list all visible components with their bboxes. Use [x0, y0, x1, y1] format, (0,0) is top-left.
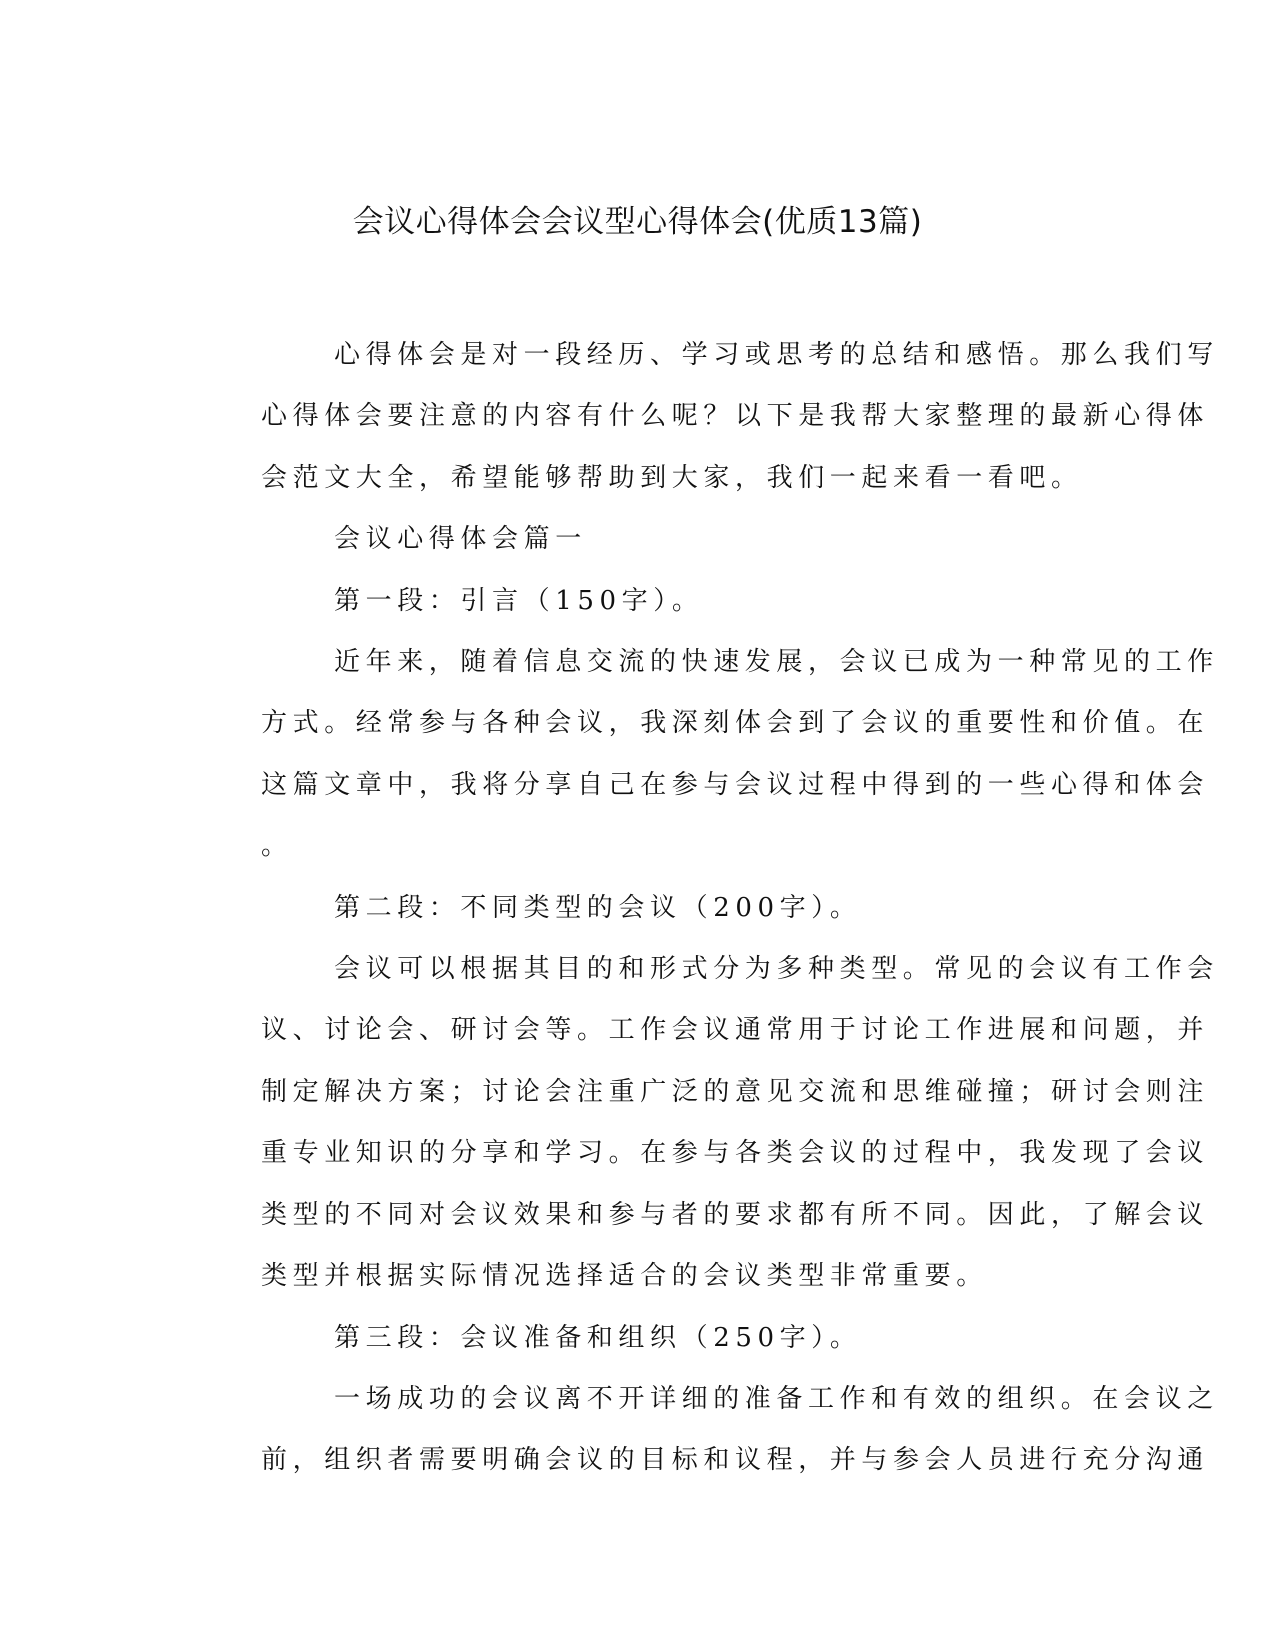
text-line: 近年来，随着信息交流的快速发展，会议已成为一种常见的工作: [334, 647, 1219, 678]
text-line: 会议可以根据其目的和形式分为多种类型。常见的会议有工作会: [334, 954, 1219, 985]
text-line: 制定解决方案；讨论会注重广泛的意见交流和思维碰撞；研讨会则注: [261, 1076, 1210, 1107]
section-heading-essay-1: [188, 509, 1078, 570]
text-line: 重专业知识的分享和学习。在参与各类会议的过程中，我发现了会议: [261, 1138, 1210, 1169]
section-heading-part-1: [188, 571, 1078, 632]
text-line: 第二段：不同类型的会议（200字）。: [334, 892, 862, 923]
text-line: 会议心得体会篇一: [334, 524, 587, 555]
text-line: 。: [261, 831, 293, 862]
text-line: 前，组织者需要明确会议的目标和议程，并与参会人员进行充分沟通: [261, 1445, 1210, 1476]
paragraph-part-3: [188, 1369, 1219, 1492]
text-line: 方式。经常参与各种会议，我深刻体会到了会议的重要性和价值。在: [261, 708, 1210, 739]
text-line: 心得体会要注意的内容有什么呢？以下是我帮大家整理的最新心得体: [261, 401, 1210, 432]
text-line: 一场成功的会议离不开详细的准备工作和有效的组织。在会议之: [334, 1383, 1219, 1414]
paragraph-intro: [188, 325, 1219, 509]
text-line: 心得体会是对一段经历、学习或思考的总结和感悟。那么我们写: [334, 340, 1219, 370]
text-line: 类型并根据实际情况选择适合的会议类型非常重要。: [261, 1261, 988, 1292]
text-line: 类型的不同对会议效果和参与者的要求都有所不同。因此，了解会议: [261, 1199, 1210, 1230]
paragraph-part-2: [188, 939, 1219, 1307]
text-line: 会范文大全，希望能够帮助到大家，我们一起来看一看吧。: [261, 462, 1083, 493]
paragraph-part-1: [188, 632, 1219, 878]
section-heading-part-3: [188, 1308, 1078, 1369]
text-line: 议、讨论会、研讨会等。工作会议通常用于讨论工作进展和问题，并: [261, 1015, 1210, 1046]
section-heading-part-2: [188, 878, 1078, 939]
text-line: 这篇文章中，我将分享自己在参与会议过程中得到的一些心得和体会: [261, 769, 1210, 800]
document-body: [188, 325, 1219, 1492]
text-line: 第三段：会议准备和组织（250字）。: [334, 1322, 862, 1353]
text-line: 第一段：引言（150字）。: [334, 585, 704, 616]
document-title: 会议心得体会会议型心得体会(优质13篇): [352, 204, 923, 240]
